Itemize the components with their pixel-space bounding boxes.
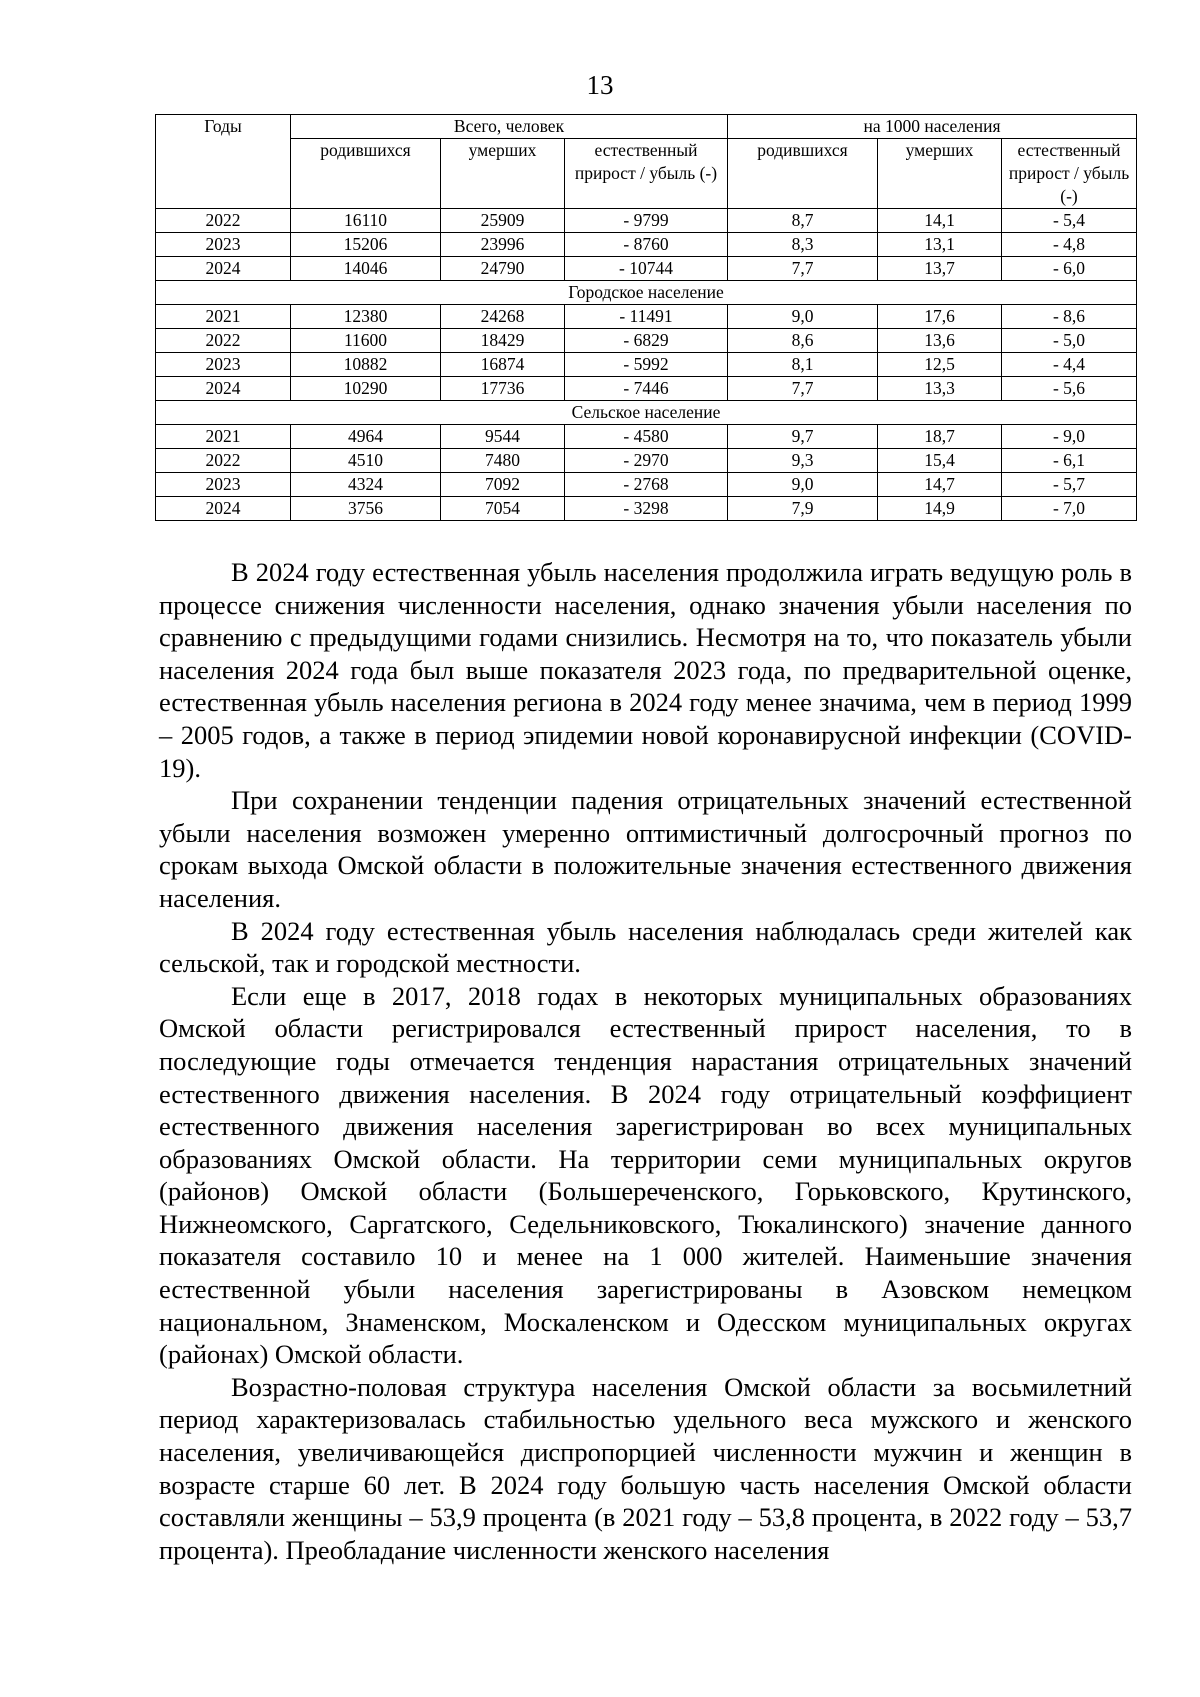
paragraph: При сохранении тенденции падения отрицательных значений естественной убыли населения возможен умеренно оптимистичный долгосрочный прогноз по срокам выхода Омской области в положительные значения естественного движения населения. <box>159 785 1132 913</box>
table-row <box>156 473 1137 497</box>
table-row <box>156 497 1137 521</box>
table-row <box>156 233 1137 257</box>
table-cell: - 8,6 <box>1002 305 1137 329</box>
table-cell: - 5992 <box>565 353 728 377</box>
table-cell: 14,1 <box>878 209 1002 233</box>
table-cell: 2024 <box>156 377 291 401</box>
table-cell: 15,4 <box>878 449 1002 473</box>
table-cell: - 2768 <box>565 473 728 497</box>
table-cell: 9,0 <box>728 473 878 497</box>
table-cell: - 6,0 <box>1002 257 1137 281</box>
header-col-died: умерших <box>441 139 565 209</box>
table-row <box>156 305 1137 329</box>
table-cell: - 4,8 <box>1002 233 1137 257</box>
table-cell: 7,9 <box>728 497 878 521</box>
table-cell: 13,7 <box>878 257 1002 281</box>
table-cell: 2022 <box>156 329 291 353</box>
table-cell: 4510 <box>291 449 441 473</box>
table-cell: 2021 <box>156 425 291 449</box>
table-cell: 7480 <box>441 449 565 473</box>
table-cell: 15206 <box>291 233 441 257</box>
table-cell: 2022 <box>156 209 291 233</box>
table-cell: 2023 <box>156 353 291 377</box>
table-row <box>156 329 1137 353</box>
table-cell: 13,3 <box>878 377 1002 401</box>
table-cell: 18429 <box>441 329 565 353</box>
table-cell: 2022 <box>156 449 291 473</box>
rural-section-label: Сельское население <box>156 401 1137 425</box>
paragraph: Возрастно-половая структура населения Омской области за восьмилетний период характеризовалась стабильностью удельного веса мужского и женского населения, увеличивающейся диспропорцией численности мужчин и женщин в возрасте старше 60 лет. В 2024 году большую часть населения Омской области составляли женщины – 53,9 процента (в 2021 году – 53,8 процента, в 2022 году – 53,7 процента). Преобладание численности женского населения <box>159 1371 1132 1565</box>
header-col-growth-rate: естественный прирост / убыль (-) <box>1002 139 1137 209</box>
table-cell: 14,9 <box>878 497 1002 521</box>
paragraph: В 2024 году естественная убыль населения продолжила играть ведущую роль в процессе снижения численности населения, однако значения убыли населения по сравнению с предыдущими годами снизились. Несмотря на то, что показатель убыли населения 2024 года был выше показателя 2023 года, по предварительной оценке, естественная убыль населения региона в 2024 году менее значима, чем в период 1999 – 2005 годов, а также в период эпидемии новой коронавирусной инфекции (COVID-19). <box>159 557 1132 783</box>
header-col-born: родившихся <box>291 139 441 209</box>
table-cell: 2024 <box>156 257 291 281</box>
table-cell: - 2970 <box>565 449 728 473</box>
table-cell: 7054 <box>441 497 565 521</box>
table-cell: 7,7 <box>728 377 878 401</box>
table-cell: 9544 <box>441 425 565 449</box>
table-row <box>156 377 1137 401</box>
table-cell: 12380 <box>291 305 441 329</box>
table-cell: - 4,4 <box>1002 353 1137 377</box>
urban-section-label: Городское население <box>156 281 1137 305</box>
table-cell: - 9799 <box>565 209 728 233</box>
paragraph: В 2024 году естественная убыль населения наблюдалась среди жителей как сельской, так и городской местности. <box>159 915 1132 979</box>
table-cell: 7092 <box>441 473 565 497</box>
table-cell: - 5,6 <box>1002 377 1137 401</box>
table-cell: - 9,0 <box>1002 425 1137 449</box>
table-cell: 2023 <box>156 473 291 497</box>
table-cell: - 8760 <box>565 233 728 257</box>
table-cell: - 5,4 <box>1002 209 1137 233</box>
table-cell: 9,3 <box>728 449 878 473</box>
table-cell: 4324 <box>291 473 441 497</box>
table-cell: 25909 <box>441 209 565 233</box>
body-text <box>159 556 1132 1566</box>
table-row <box>156 425 1137 449</box>
table-cell: - 7,0 <box>1002 497 1137 521</box>
table-cell: 14,7 <box>878 473 1002 497</box>
table-cell: 8,1 <box>728 353 878 377</box>
header-col-died-rate: умерших <box>878 139 1002 209</box>
header-col-born-rate: родившихся <box>728 139 878 209</box>
table-cell: 10290 <box>291 377 441 401</box>
table-cell: 7,7 <box>728 257 878 281</box>
table-cell: 10882 <box>291 353 441 377</box>
table-cell: - 5,7 <box>1002 473 1137 497</box>
table-cell: 8,7 <box>728 209 878 233</box>
table-cell: - 4580 <box>565 425 728 449</box>
table-cell: 8,3 <box>728 233 878 257</box>
table-cell: 3756 <box>291 497 441 521</box>
page-number: 13 <box>586 70 614 100</box>
table-cell: 16110 <box>291 209 441 233</box>
table-row <box>156 209 1137 233</box>
table-cell: 4964 <box>291 425 441 449</box>
table-cell: 24790 <box>441 257 565 281</box>
table-cell: 23996 <box>441 233 565 257</box>
table-cell: 9,0 <box>728 305 878 329</box>
table-cell: 2021 <box>156 305 291 329</box>
table-cell: 2023 <box>156 233 291 257</box>
table-row <box>156 449 1137 473</box>
table-cell: 17,6 <box>878 305 1002 329</box>
table-cell: 13,1 <box>878 233 1002 257</box>
paragraph: Если еще в 2017, 2018 годах в некоторых муниципальных образованиях Омской области регистрировался естественный прирост населения, то в последующие годы отмечается тенденция нарастания отрицательных значений естественного движения населения. В 2024 году отрицательный коэффициент естественного движения населения зарегистрирован во всех муниципальных образованиях Омской области. На территории семи муниципальных округов (районов) Омской области (Большереченского, Горьковского, Крутинского, Нижнеомского, Саргатского, Седельниковского, Тюкалинского) значение данного показателя составило 10 и менее на 1 000 жителей. Наименьшие значения естественной убыли населения зарегистрированы в Азовском немецком национальном, Знаменском, Москаленском и Одесском муниципальных округах (районах) Омской области. <box>159 980 1132 1370</box>
table-row <box>156 257 1137 281</box>
table-cell: - 6,1 <box>1002 449 1137 473</box>
header-years: Годы <box>156 115 291 209</box>
table-cell: 12,5 <box>878 353 1002 377</box>
population-table <box>155 114 1137 521</box>
header-col-growth: естественный прирост / убыль (-) <box>565 139 728 209</box>
table-cell: - 6829 <box>565 329 728 353</box>
table-cell: - 5,0 <box>1002 329 1137 353</box>
table-cell: 8,6 <box>728 329 878 353</box>
table-cell: 18,7 <box>878 425 1002 449</box>
table-cell: - 10744 <box>565 257 728 281</box>
table-cell: - 3298 <box>565 497 728 521</box>
table-cell: - 11491 <box>565 305 728 329</box>
table-cell: 14046 <box>291 257 441 281</box>
table-cell: 16874 <box>441 353 565 377</box>
header-total-group: Всего, человек <box>291 115 728 139</box>
table-cell: 2024 <box>156 497 291 521</box>
table-cell: 9,7 <box>728 425 878 449</box>
header-per-1000-group: на 1000 населения <box>728 115 1137 139</box>
table-section-row <box>156 401 1137 425</box>
table-section-row <box>156 281 1137 305</box>
table-cell: - 7446 <box>565 377 728 401</box>
table-cell: 13,6 <box>878 329 1002 353</box>
table-cell: 11600 <box>291 329 441 353</box>
table-cell: 24268 <box>441 305 565 329</box>
table-row <box>156 353 1137 377</box>
table-cell: 17736 <box>441 377 565 401</box>
